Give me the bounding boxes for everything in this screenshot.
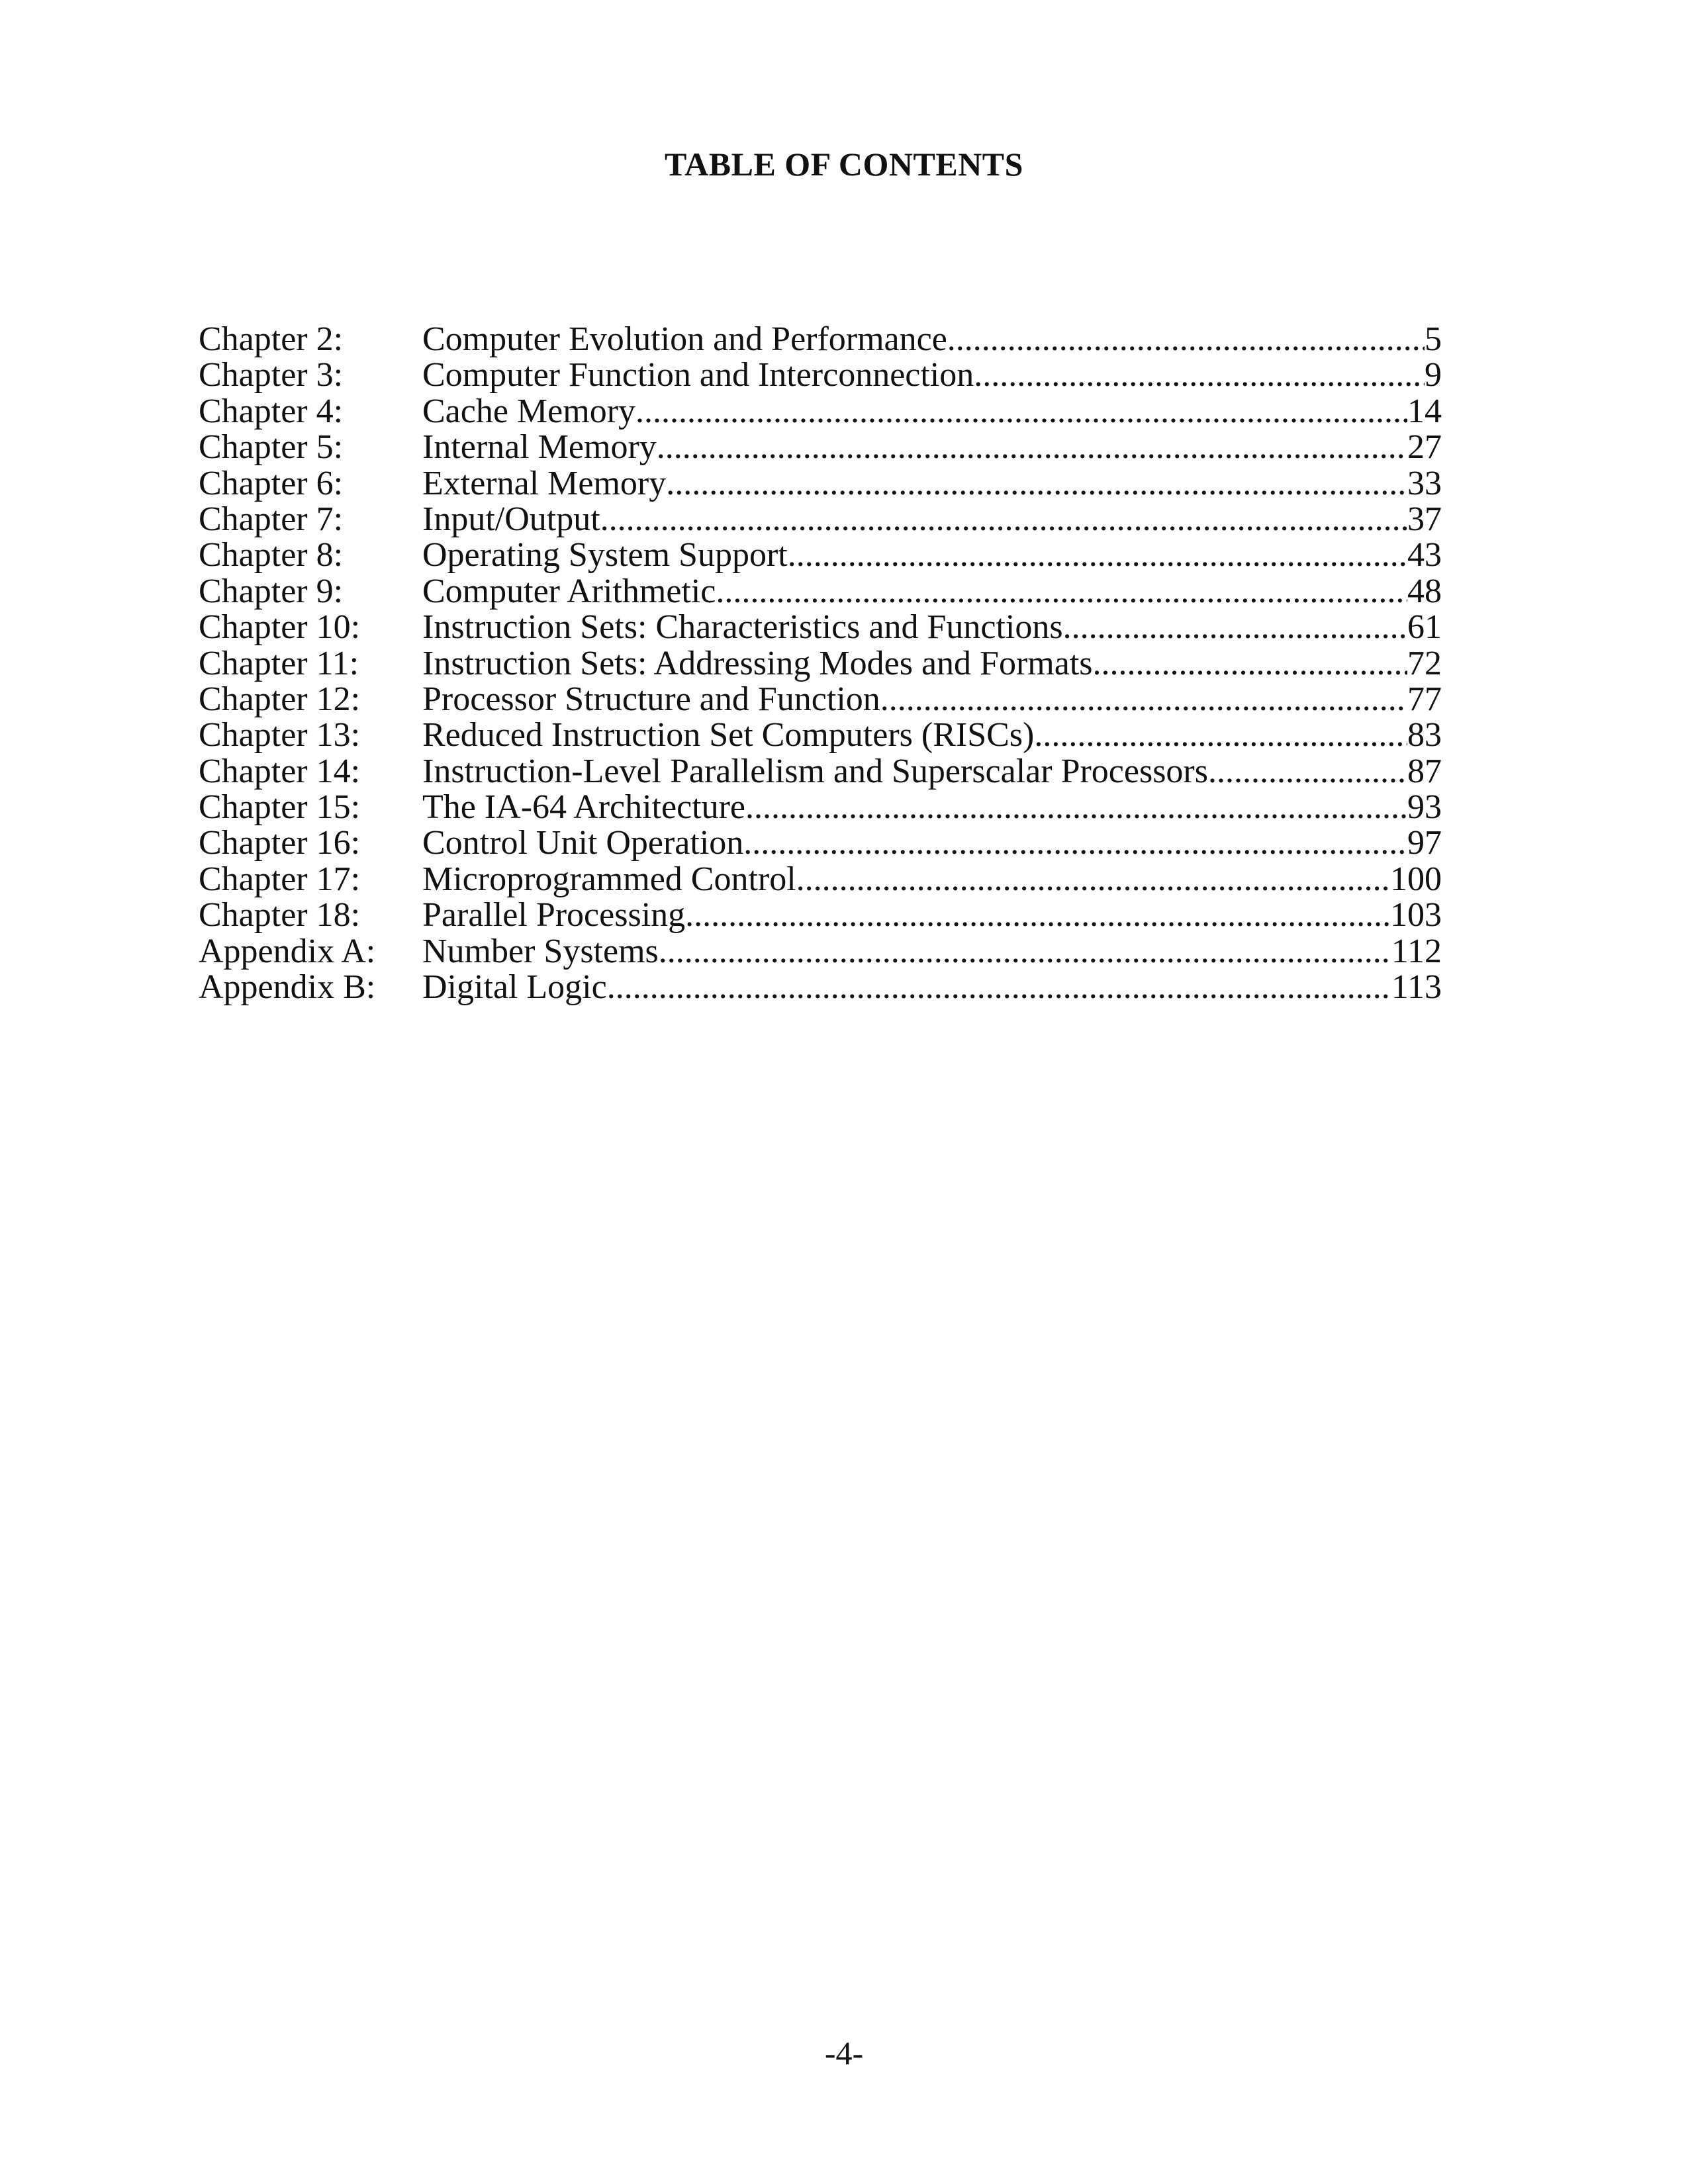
dot-leader	[1208, 754, 1407, 790]
dot-leader	[685, 897, 1390, 933]
toc-entry-title: Number Systems	[422, 933, 659, 970]
toc-entry-title: Processor Structure and Function	[422, 681, 880, 717]
toc-entry-label: Chapter 14:	[199, 752, 361, 790]
toc-entry-line	[422, 394, 1442, 430]
toc-entry-label: Chapter 9:	[199, 572, 344, 610]
toc-entry-label: Appendix B:	[199, 968, 376, 1007]
toc-entry	[199, 646, 1442, 682]
toc-entry-page: 77	[1407, 681, 1442, 717]
toc-entry-label: Appendix A:	[199, 932, 376, 970]
dot-leader	[716, 574, 1407, 610]
toc-entry-title: Microprogrammed Control	[422, 861, 796, 897]
toc-entry-page: 27	[1407, 430, 1442, 466]
toc-entry-label: Chapter 15:	[199, 788, 361, 827]
toc-entry	[199, 825, 1442, 861]
toc-entry	[199, 862, 1442, 897]
toc-entry-label: Chapter 11:	[199, 644, 359, 682]
toc-entry	[199, 466, 1442, 502]
toc-entry-title: Instruction Sets: Addressing Modes and Formats	[422, 645, 1093, 682]
toc-entry-line	[422, 537, 1442, 573]
toc-entry	[199, 897, 1442, 933]
dot-leader	[657, 430, 1407, 465]
table-of-contents	[199, 322, 1442, 1005]
dot-leader	[796, 862, 1390, 897]
toc-entry-title: Internal Memory	[422, 430, 657, 466]
dot-leader	[745, 790, 1407, 825]
toc-entry-label: Chapter 6:	[199, 464, 344, 502]
dot-leader	[947, 322, 1425, 357]
toc-entry-label: Chapter 2:	[199, 320, 344, 358]
toc-entry-title: The IA-64 Architecture	[422, 790, 746, 826]
toc-entry-title: Input/Output	[422, 501, 600, 537]
toc-entry-page: 87	[1407, 753, 1442, 790]
dot-leader	[880, 682, 1407, 717]
toc-entry-line	[422, 430, 1442, 465]
toc-entry-page: 43	[1407, 537, 1442, 574]
toc-entry-line	[422, 574, 1442, 610]
toc-entry-title: Digital Logic	[422, 970, 607, 1006]
dot-leader	[1063, 610, 1407, 645]
toc-entry-page: 112	[1391, 933, 1442, 970]
toc-entry	[199, 754, 1442, 790]
toc-entry-label: Chapter 8:	[199, 536, 344, 574]
toc-entry-page: 9	[1425, 357, 1442, 394]
toc-entry-title: Reduced Instruction Set Computers (RISCs)	[422, 717, 1035, 754]
dot-leader	[743, 825, 1407, 861]
toc-entry	[199, 934, 1442, 970]
toc-entry-title: External Memory	[422, 465, 667, 502]
toc-entry-page: 48	[1407, 573, 1442, 610]
toc-entry-line	[422, 717, 1442, 753]
toc-entry	[199, 610, 1442, 645]
toc-entry-label: Chapter 3:	[199, 356, 344, 394]
toc-entry-label: Chapter 17:	[199, 860, 361, 898]
toc-entry	[199, 430, 1442, 465]
toc-entry-line	[422, 466, 1442, 502]
toc-entry-label: Chapter 10:	[199, 608, 361, 647]
toc-entry	[199, 574, 1442, 610]
dot-leader	[1034, 717, 1407, 753]
toc-entry-page: 14	[1407, 393, 1442, 430]
dot-leader	[635, 394, 1407, 430]
toc-entry-title: Computer Arithmetic	[422, 573, 716, 610]
toc-entry-label: Chapter 4:	[199, 392, 344, 430]
toc-entry-line	[422, 502, 1442, 537]
toc-entry-label: Chapter 13:	[199, 716, 361, 754]
dot-leader	[600, 502, 1407, 537]
toc-entry-page: 100	[1390, 861, 1442, 897]
toc-entry-line	[422, 934, 1442, 970]
toc-entry-label: Chapter 12:	[199, 680, 361, 718]
toc-entry-title: Parallel Processing	[422, 897, 686, 934]
toc-entry-page: 83	[1407, 717, 1442, 754]
dot-leader	[659, 934, 1391, 970]
toc-entry-line	[422, 754, 1442, 790]
toc-entry-page: 37	[1407, 501, 1442, 537]
toc-entry-label: Chapter 16:	[199, 824, 361, 862]
dot-leader	[666, 466, 1407, 502]
toc-entry-page: 97	[1407, 825, 1442, 862]
toc-entry	[199, 970, 1442, 1005]
toc-entry	[199, 502, 1442, 537]
toc-entry	[199, 537, 1442, 573]
toc-entry	[199, 790, 1442, 825]
toc-entry-page: 113	[1391, 970, 1442, 1006]
toc-entry-label: Chapter 7:	[199, 500, 344, 538]
toc-entry-line	[422, 322, 1442, 357]
page-title: TABLE OF CONTENTS	[665, 146, 1023, 183]
toc-entry	[199, 322, 1442, 357]
toc-entry-title: Computer Evolution and Performance	[422, 322, 947, 357]
toc-entry-title: Cache Memory	[422, 393, 636, 430]
toc-entry-title: Operating System Support	[422, 537, 788, 574]
toc-entry-line	[422, 646, 1442, 682]
toc-entry	[199, 357, 1442, 393]
toc-entry-title: Instruction-Level Parallelism and Superscalar Processors	[422, 753, 1208, 790]
dot-leader	[1093, 646, 1407, 682]
toc-entry	[199, 682, 1442, 717]
toc-entry-page: 5	[1425, 322, 1442, 357]
toc-entry-page: 33	[1407, 465, 1442, 502]
toc-entry	[199, 717, 1442, 753]
toc-entry-page: 93	[1407, 790, 1442, 826]
page-number: -4-	[824, 2034, 864, 2071]
toc-entry-line	[422, 357, 1442, 393]
toc-entry-line	[422, 790, 1442, 825]
dot-leader	[974, 357, 1425, 393]
toc-entry-page: 72	[1407, 645, 1442, 682]
toc-entry-line	[422, 897, 1442, 933]
toc-entry-title: Control Unit Operation	[422, 825, 744, 862]
toc-entry-label: Chapter 5:	[199, 428, 344, 467]
toc-entry-label: Chapter 18:	[199, 896, 361, 934]
toc-entry-line	[422, 610, 1442, 645]
toc-entry-page: 61	[1407, 610, 1442, 646]
toc-entry-title: Instruction Sets: Characteristics and Functions	[422, 610, 1063, 646]
toc-entry-line	[422, 682, 1442, 717]
dot-leader	[607, 970, 1391, 1005]
toc-entry-page: 103	[1390, 897, 1442, 934]
toc-entry-line	[422, 862, 1442, 897]
toc-entry-title: Computer Function and Interconnection	[422, 357, 974, 394]
toc-entry-line	[422, 970, 1442, 1005]
dot-leader	[788, 537, 1407, 573]
toc-entry	[199, 394, 1442, 430]
toc-entry-line	[422, 825, 1442, 861]
